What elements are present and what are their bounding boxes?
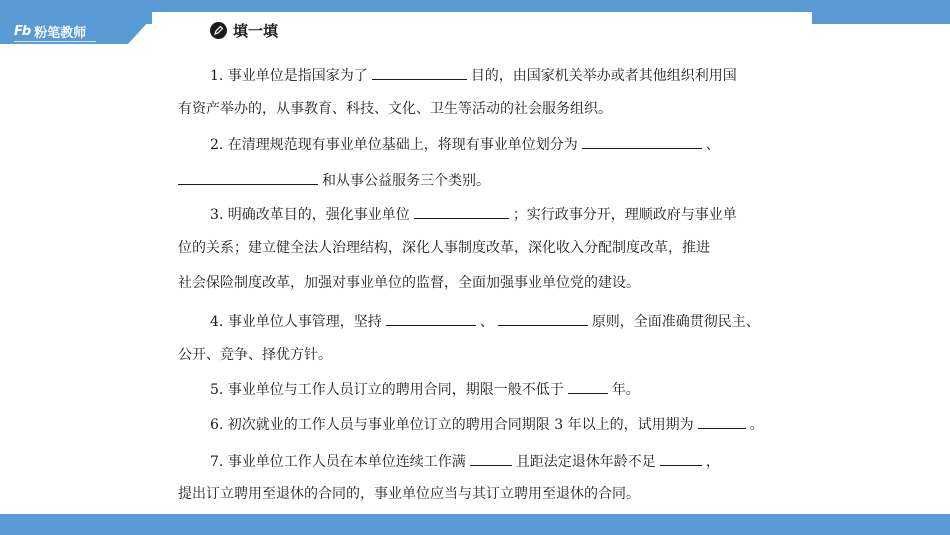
question-text: 原则，全面准确贯彻民主、 bbox=[591, 314, 760, 330]
question-1-line-1 bbox=[210, 65, 737, 86]
question-text: 2. 在清理规范现有事业单位基础上，将现有事业单位划分为 bbox=[210, 137, 578, 153]
question-2-line-2 bbox=[178, 170, 490, 191]
bottom-banner bbox=[0, 514, 950, 535]
question-text: 6. 初次就业的工作人员与事业单位订立的聘用合同期限 3 年以上的，试用期为 bbox=[210, 417, 694, 433]
fill-blank bbox=[498, 311, 588, 326]
logo-underline bbox=[14, 41, 96, 42]
fill-blank bbox=[582, 134, 702, 149]
question-3-line-3: 社会保险制度改革，加强对事业单位的监督，全面加强事业单位党的建设。 bbox=[178, 275, 640, 291]
question-text: 和从事公益服务三个类别。 bbox=[322, 173, 490, 189]
question-2-line-1 bbox=[210, 134, 720, 155]
question-text: 1. 事业单位是指国家为了 bbox=[210, 68, 368, 84]
question-4-line-2: 公开、竞争、择优方针。 bbox=[178, 347, 332, 363]
question-text: 。 bbox=[749, 417, 764, 433]
section-title: 填一填 bbox=[233, 21, 279, 40]
question-3-line-2: 位的关系；建立健全法人治理结构，深化人事制度改革，深化收入分配制度改革，推进 bbox=[178, 240, 710, 256]
question-text: 、 bbox=[479, 314, 494, 330]
question-text: 年。 bbox=[611, 382, 640, 398]
question-1-line-2: 有资产举办的，从事教育、科技、文化、卫生等活动的社会服务组织。 bbox=[178, 101, 612, 117]
fill-blank bbox=[660, 451, 702, 466]
question-text: 4. 事业单位人事管理，坚持 bbox=[210, 314, 382, 330]
pen-icon bbox=[210, 22, 227, 39]
fill-blank bbox=[568, 379, 608, 394]
fill-blank bbox=[414, 204, 509, 219]
logo-text: 粉笔教师 bbox=[34, 25, 87, 41]
question-text: ， bbox=[705, 454, 720, 470]
question-text: 目的，由国家机关举办或者其他组织利用国 bbox=[470, 68, 737, 84]
question-7-line-1 bbox=[210, 451, 720, 472]
question-text: 3. 明确改革目的，强化事业单位 bbox=[210, 207, 410, 223]
fill-blank bbox=[386, 311, 476, 326]
fill-blank bbox=[372, 65, 467, 80]
question-6 bbox=[210, 414, 764, 435]
question-text: 5. 事业单位与工作人员订立的聘用合同，期限一般不低于 bbox=[210, 382, 564, 398]
fill-blank bbox=[470, 451, 512, 466]
question-text: 7. 事业单位工作人员在本单位连续工作满 bbox=[210, 454, 466, 470]
question-text: 、 bbox=[705, 137, 720, 153]
section-heading bbox=[210, 19, 278, 41]
question-3-line-1 bbox=[210, 204, 737, 225]
question-text: 且距法定退休年龄不足 bbox=[515, 454, 656, 470]
question-5 bbox=[210, 379, 640, 400]
logo-mark: Fb bbox=[14, 23, 31, 39]
question-7-line-2: 提出订立聘用至退休的合同的，事业单位应当与其订立聘用至退休的合同。 bbox=[178, 486, 640, 502]
fill-blank bbox=[698, 414, 746, 429]
question-text: ；实行政事分开，理顺政府与事业单 bbox=[512, 207, 737, 223]
question-4-line-1 bbox=[210, 311, 760, 332]
brand-logo bbox=[14, 20, 86, 42]
fill-blank bbox=[178, 170, 318, 185]
